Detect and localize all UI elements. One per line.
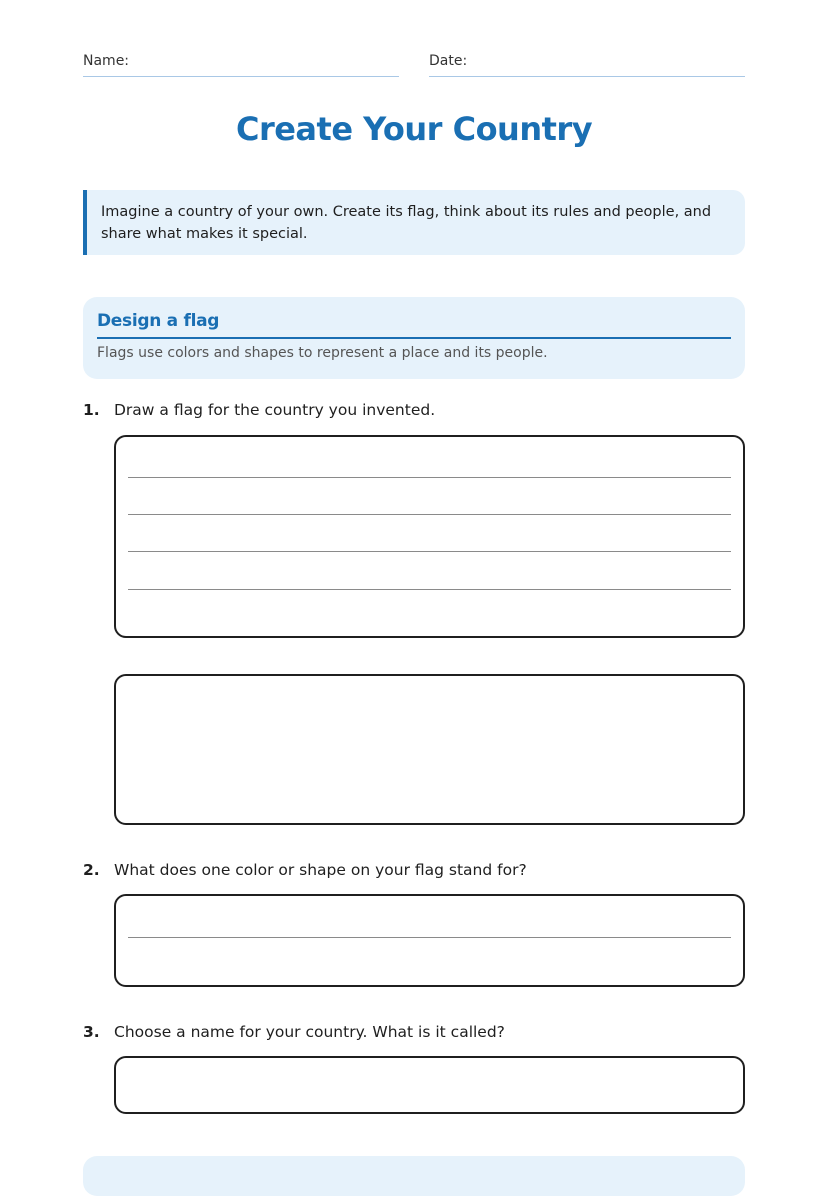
name-label: Name: [83,53,130,69]
date-label: Date: [429,53,468,69]
question-text: Draw a flag for the country you invented. [114,401,436,419]
section-title: Design a flag [97,311,731,339]
answer-line [128,514,731,515]
answer-line [128,477,731,478]
answer-line [128,589,731,590]
section-subtitle: Flags use colors and shapes to represent a place and its people. [97,345,548,361]
question-number: 3. [83,1023,100,1041]
question-number: 1. [83,401,100,419]
question-text: Choose a name for your country. What is it called? [114,1023,505,1041]
page-title: Create Your Country [235,110,593,148]
flag-drawing-box[interactable] [114,674,745,825]
answer-box-lined[interactable] [114,435,745,638]
answer-box[interactable] [114,1056,745,1114]
next-section-card [83,1156,745,1196]
answer-line [128,551,731,552]
question-text: What does one color or shape on your flag stand for? [114,861,527,879]
answer-line [128,937,731,938]
intro-box: Imagine a country of your own. Create its flag, think about its rules and people, and share what makes it special. [83,190,745,255]
question-number: 2. [83,861,100,879]
section-card [83,297,745,379]
answer-box-lined[interactable] [114,894,745,987]
name-field[interactable] [83,52,399,77]
header-row [83,52,745,78]
date-field[interactable] [429,52,745,77]
